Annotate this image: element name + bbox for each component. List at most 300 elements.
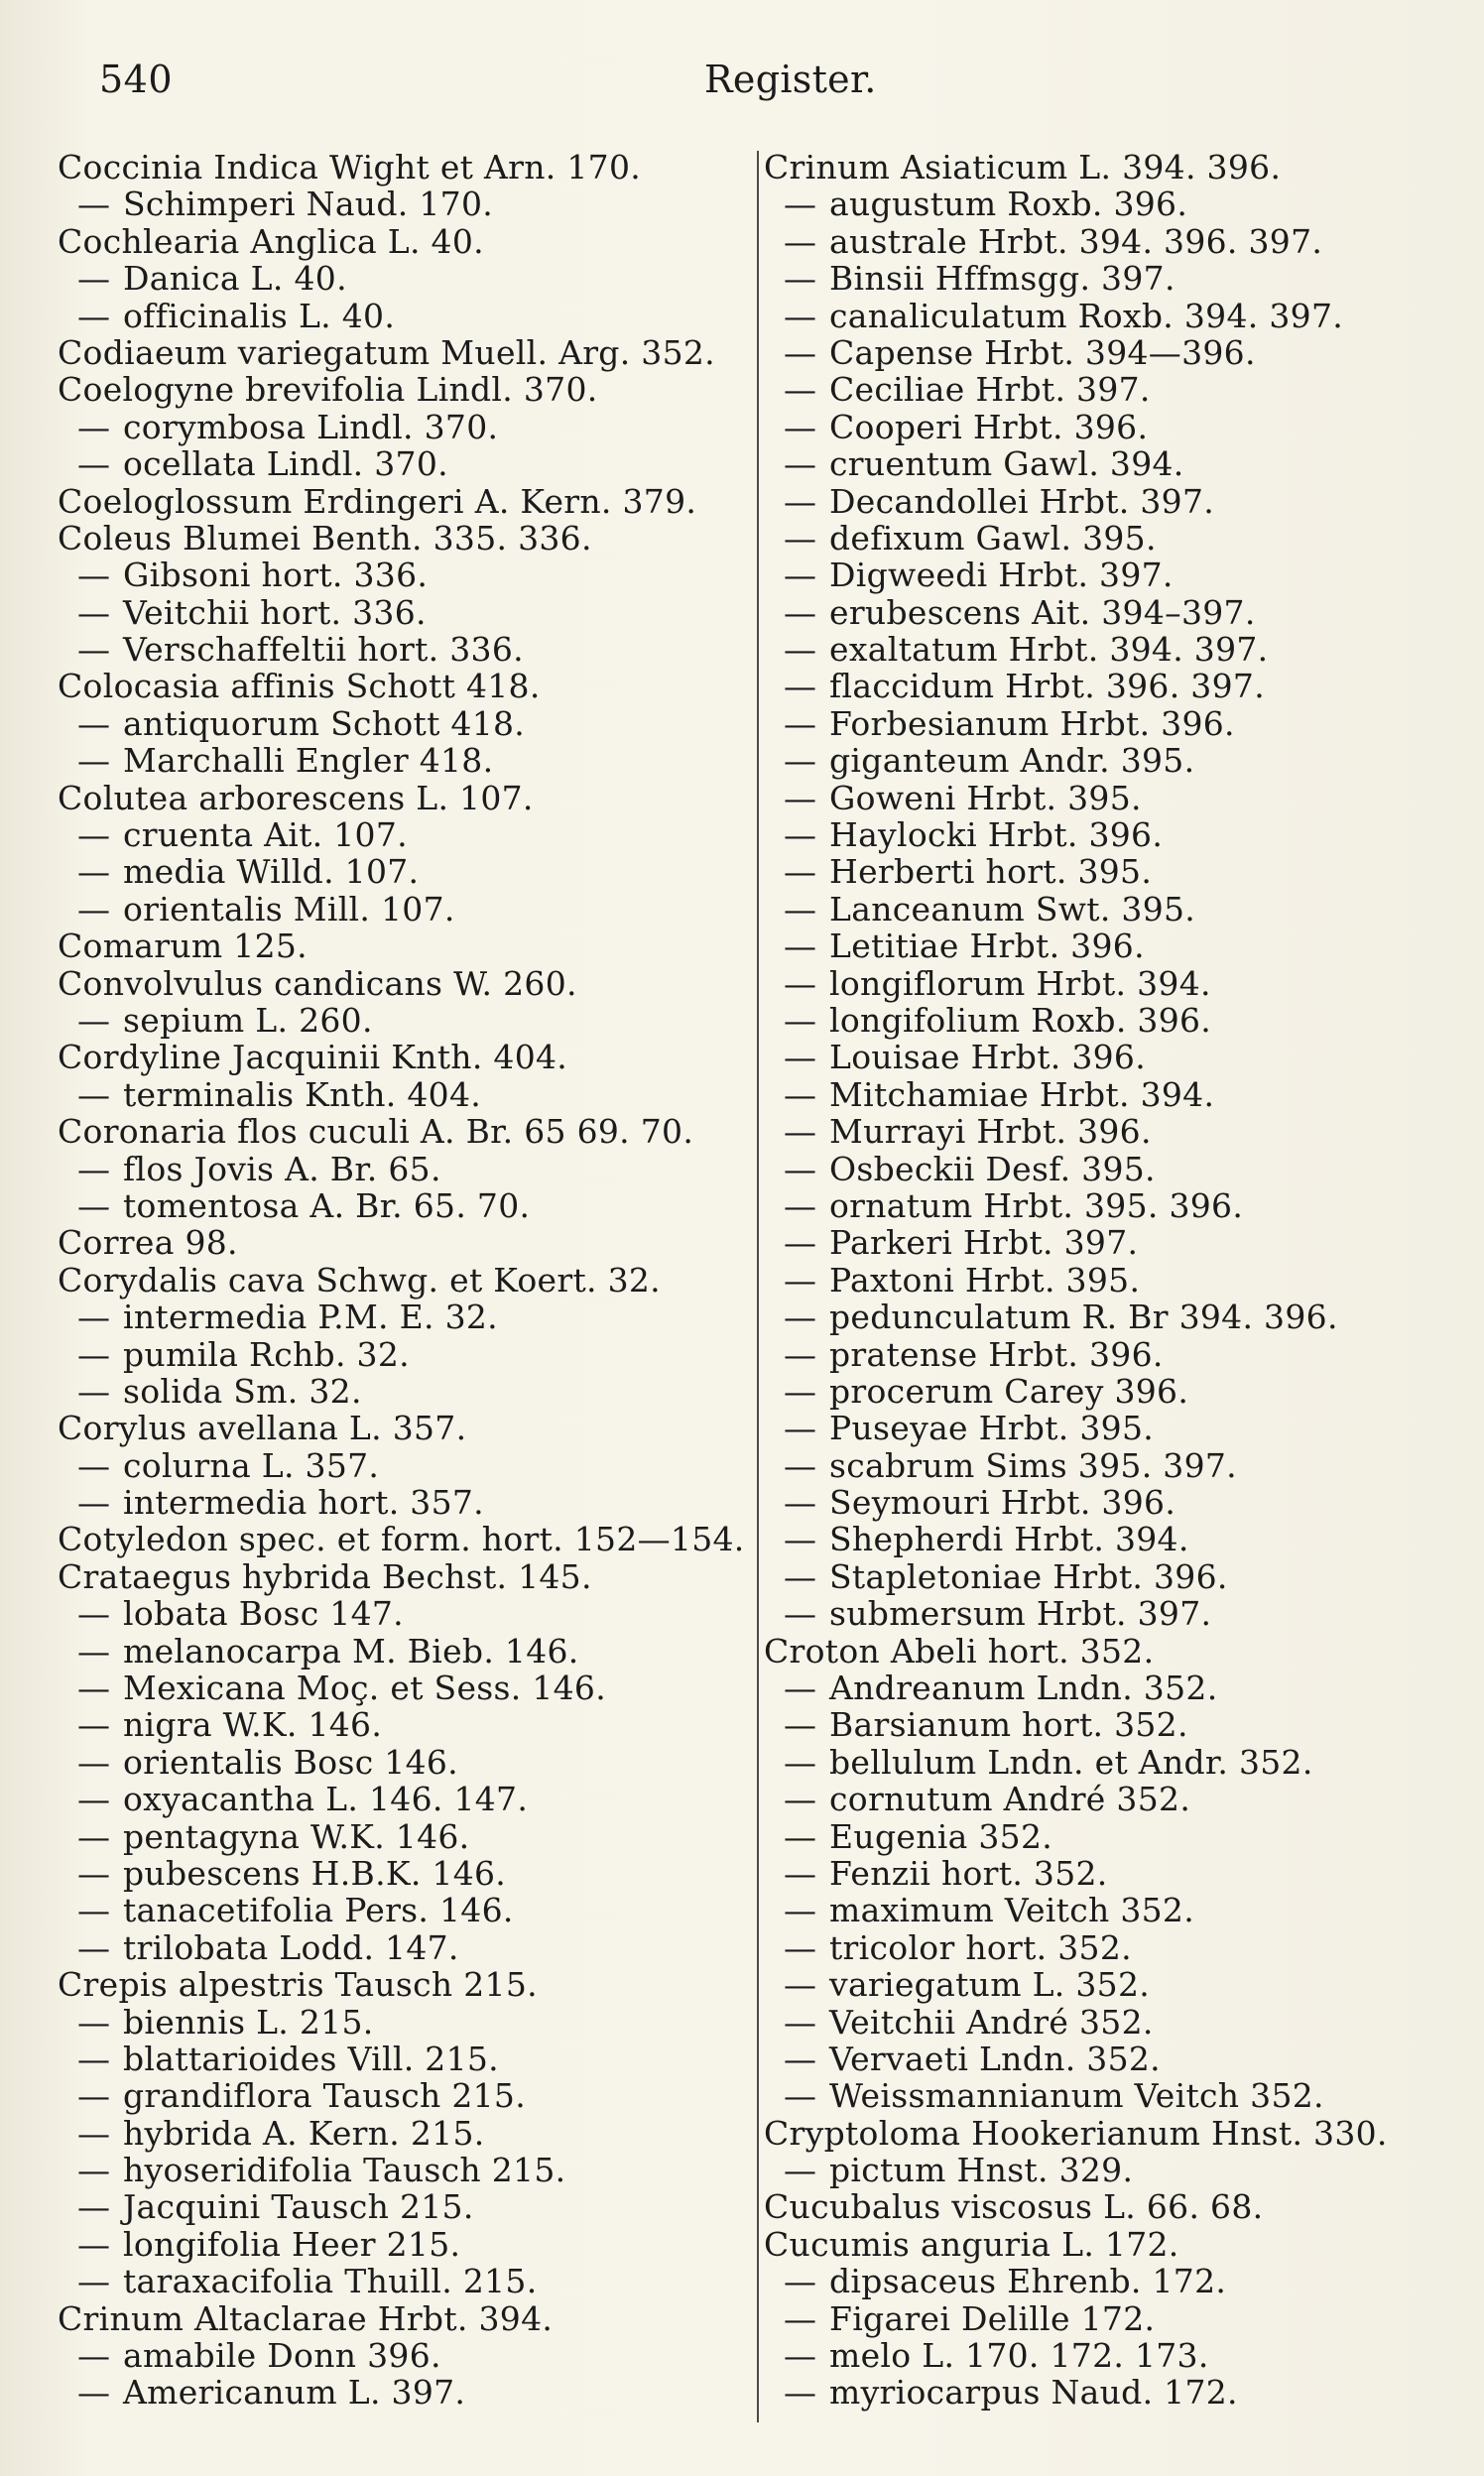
entry-text: pictum Hnst. 329. xyxy=(829,2151,1134,2190)
index-subentry xyxy=(764,2041,1478,2077)
index-entry xyxy=(764,2115,1478,2152)
entry-dash: — xyxy=(77,1149,111,1188)
index-subentry xyxy=(58,631,742,668)
index-subentry xyxy=(764,186,1478,222)
entry-text: Veitchii hort. 336. xyxy=(123,592,427,632)
entry-dash: — xyxy=(784,407,817,446)
entry-text: Eugenia 352. xyxy=(829,1816,1053,1856)
entry-dash: — xyxy=(77,741,111,781)
entry-dash: — xyxy=(77,815,111,855)
entry-text: Paxtoni Hrbt. 395. xyxy=(829,1260,1141,1300)
entry-dash: — xyxy=(784,1409,817,1448)
entry-dash: — xyxy=(784,2039,817,2078)
entry-dash: — xyxy=(784,518,817,557)
index-subentry xyxy=(764,594,1478,631)
entry-text: Codiaeum variegatum Muell. Arg. 352. xyxy=(58,332,715,372)
index-subentry xyxy=(58,1447,742,1484)
entry-text: procerum Carey 396. xyxy=(829,1371,1189,1411)
index-subentry xyxy=(58,705,742,742)
entry-text: oxyacantha L. 146. 147. xyxy=(123,1780,529,1819)
entry-dash: — xyxy=(784,2076,817,2116)
index-subentry xyxy=(764,260,1478,297)
index-subentry xyxy=(58,298,742,334)
entry-text: Coccinia Indica Wight et Arn. 170. xyxy=(58,148,642,186)
index-subentry xyxy=(58,853,742,890)
entry-text: trilobata Lodd. 147. xyxy=(123,1927,459,1967)
entry-dash: — xyxy=(77,2224,111,2264)
index-subentry xyxy=(58,1633,742,1670)
entry-text: corymbosa Lindl. 370. xyxy=(123,407,499,446)
entry-dash: — xyxy=(77,592,111,632)
entry-text: Capense Hrbt. 394—396. xyxy=(829,332,1256,372)
index-subentry xyxy=(58,2004,742,2041)
entry-dash: — xyxy=(784,259,817,299)
index-entry xyxy=(764,2226,1478,2263)
entry-text: Cotyledon spec. et form. hort. 152—154. xyxy=(58,1520,745,1559)
index-subentry xyxy=(58,1929,742,1966)
index-subentry xyxy=(764,1744,1478,1781)
index-entry xyxy=(58,1558,742,1595)
entry-text: Corylus avellana L. 357. xyxy=(58,1409,467,1448)
entry-text: flos Jovis A. Br. 65. xyxy=(123,1149,441,1188)
index-subentry xyxy=(764,371,1478,408)
entry-dash: — xyxy=(784,1780,817,1819)
entry-text: scabrum Sims 395. 397. xyxy=(829,1445,1237,1485)
entry-text: Parkeri Hrbt. 397. xyxy=(829,1223,1139,1263)
index-subentry xyxy=(58,445,742,482)
entry-dash: — xyxy=(77,296,111,335)
entry-dash: — xyxy=(784,1334,817,1374)
entry-dash: — xyxy=(77,2039,111,2078)
index-subentry xyxy=(764,1706,1478,1743)
index-entry xyxy=(58,2300,742,2337)
entry-dash: — xyxy=(784,1520,817,1559)
index-subentry xyxy=(58,891,742,928)
entry-dash: — xyxy=(784,1594,817,1634)
index-subentry xyxy=(764,2300,1478,2337)
entry-text: Verschaffeltii hort. 336. xyxy=(123,630,524,670)
entry-dash: — xyxy=(77,1074,111,1114)
entry-text: Shepherdi Hrbt. 394. xyxy=(829,1520,1189,1559)
entry-dash: — xyxy=(77,185,111,224)
index-subentry xyxy=(764,1595,1478,1632)
index-subentry xyxy=(764,742,1478,779)
index-subentry xyxy=(58,2188,742,2225)
index-entry xyxy=(58,1966,742,2003)
entry-text: Goweni Hrbt. 395. xyxy=(829,778,1142,817)
index-subentry xyxy=(58,2077,742,2114)
page-number: 540 xyxy=(99,58,174,101)
entry-dash: — xyxy=(77,2151,111,2190)
index-entry xyxy=(58,334,742,371)
entry-text: Correa 98. xyxy=(58,1223,238,1263)
entry-text: lobata Bosc 147. xyxy=(123,1594,404,1634)
entry-dash: — xyxy=(77,1780,111,1819)
index-subentry xyxy=(764,1781,1478,1817)
index-subentry xyxy=(764,2263,1478,2299)
entry-text: media Willd. 107. xyxy=(123,852,420,892)
entry-text: sepium L. 260. xyxy=(123,1000,373,1040)
entry-text: Crataegus hybrida Bechst. 145. xyxy=(58,1556,592,1596)
entry-text: Cryptoloma Hookerianum Hnst. 330. xyxy=(764,2113,1388,2153)
entry-dash: — xyxy=(77,703,111,743)
entry-text: Cucumis anguria L. 172. xyxy=(764,2224,1179,2264)
entry-dash: — xyxy=(784,221,817,261)
index-subentry xyxy=(764,1670,1478,1706)
index-subentry xyxy=(58,1373,742,1410)
entry-dash: — xyxy=(784,1074,817,1114)
index-subentry xyxy=(764,1002,1478,1039)
index-subentry xyxy=(764,445,1478,482)
index-entry xyxy=(58,1113,742,1150)
index-subentry xyxy=(58,1892,742,1928)
index-column-left xyxy=(58,148,745,2413)
column-divider xyxy=(757,151,759,2422)
entry-text: Figarei Delille 172. xyxy=(829,2298,1156,2338)
entry-text: pentagyna W.K. 146. xyxy=(123,1816,470,1856)
entry-dash: — xyxy=(77,2336,111,2376)
entry-text: melanocarpa M. Bieb. 146. xyxy=(123,1631,579,1671)
index-subentry xyxy=(764,334,1478,371)
index-subentry xyxy=(764,1410,1478,1446)
entry-dash: — xyxy=(784,1816,817,1856)
entry-text: Coelogyne brevifolia Lindl. 370. xyxy=(58,370,598,410)
entry-dash: — xyxy=(77,2373,111,2413)
entry-text: orientalis Mill. 107. xyxy=(123,889,455,928)
index-entry xyxy=(58,149,742,186)
index-subentry xyxy=(764,631,1478,668)
entry-dash: — xyxy=(784,2336,817,2376)
entry-text: intermedia hort. 357. xyxy=(123,1483,484,1523)
index-subentry xyxy=(764,1484,1478,1521)
entry-dash: — xyxy=(784,667,817,706)
index-subentry xyxy=(58,2374,742,2411)
index-subentry xyxy=(58,2041,742,2077)
index-subentry xyxy=(58,1484,742,1521)
index-subentry xyxy=(58,816,742,853)
entry-dash: — xyxy=(784,2298,817,2338)
entry-text: exaltatum Hrbt. 394. 397. xyxy=(829,630,1269,670)
entry-text: Haylocki Hrbt. 396. xyxy=(829,815,1164,855)
entry-dash: — xyxy=(784,592,817,632)
index-subentry xyxy=(764,2077,1478,2114)
entry-text: cruentum Gawl. 394. xyxy=(829,444,1184,484)
index-subentry xyxy=(764,853,1478,890)
entry-text: Schimperi Naud. 170. xyxy=(123,185,494,224)
entry-text: Croton Abeli hort. 352. xyxy=(764,1631,1155,1671)
entry-dash: — xyxy=(784,1891,817,1930)
entry-dash: — xyxy=(77,2076,111,2116)
entry-text: biennis L. 215. xyxy=(123,2002,374,2042)
entry-dash: — xyxy=(77,1853,111,1893)
entry-dash: — xyxy=(784,815,817,855)
entry-text: Ceciliae Hrbt. 397. xyxy=(829,370,1151,410)
entry-text: Cordyline Jacquinii Knth. 404. xyxy=(58,1038,568,1077)
entry-dash: — xyxy=(77,1185,111,1225)
entry-text: pumila Rchb. 32. xyxy=(123,1334,410,1374)
entry-text: myriocarpus Naud. 172. xyxy=(829,2373,1238,2413)
entry-text: melo L. 170. 172. 173. xyxy=(829,2336,1209,2376)
entry-dash: — xyxy=(77,630,111,670)
entry-text: cornutum André 352. xyxy=(829,1780,1191,1819)
index-subentry xyxy=(764,2152,1478,2188)
index-subentry xyxy=(58,186,742,222)
index-subentry xyxy=(764,1558,1478,1595)
entry-text: terminalis Knth. 404. xyxy=(123,1074,482,1114)
entry-text: Mexicana Moç. et Sess. 146. xyxy=(123,1669,607,1708)
entry-text: maximum Veitch 352. xyxy=(829,1891,1195,1930)
entry-dash: — xyxy=(784,185,817,224)
index-subentry xyxy=(58,2226,742,2263)
index-entry xyxy=(58,371,742,408)
index-entry xyxy=(58,1224,742,1261)
index-entry xyxy=(58,1039,742,1075)
entry-text: Weissmannianum Veitch 352. xyxy=(829,2076,1324,2116)
index-subentry xyxy=(58,1855,742,1892)
entry-text: colurna L. 357. xyxy=(123,1445,380,1485)
entry-dash: — xyxy=(77,1371,111,1411)
entry-text: grandiflora Tausch 215. xyxy=(123,2076,526,2116)
entry-text: Coronaria flos cuculi A. Br. 65 69. 70. xyxy=(58,1112,694,1152)
entry-text: defixum Gawl. 395. xyxy=(829,518,1157,557)
entry-dash: — xyxy=(784,332,817,372)
index-entry xyxy=(58,1262,742,1299)
index-subentry xyxy=(58,2152,742,2188)
index-subentry xyxy=(58,557,742,593)
index-subentry xyxy=(764,668,1478,704)
index-subentry xyxy=(764,298,1478,334)
index-subentry xyxy=(764,1373,1478,1410)
entry-text: longifolia Heer 215. xyxy=(123,2224,461,2264)
index-subentry xyxy=(58,1151,742,1187)
entry-dash: — xyxy=(77,1594,111,1634)
index-subentry xyxy=(764,1892,1478,1928)
entry-text: Crinum Asiaticum L. 394. 396. xyxy=(764,148,1282,186)
index-subentry xyxy=(58,742,742,779)
entry-text: Louisae Hrbt. 396. xyxy=(829,1038,1147,1077)
index-subentry xyxy=(764,1818,1478,1855)
entry-text: tomentosa A. Br. 65. 70. xyxy=(123,1185,531,1225)
entry-text: longifolium Roxb. 396. xyxy=(829,1000,1212,1040)
index-subentry xyxy=(58,1744,742,1781)
entry-dash: — xyxy=(784,556,817,595)
entry-text: Marchalli Engler 418. xyxy=(123,741,494,781)
entry-text: Andreanum Lndn. 352. xyxy=(829,1669,1218,1708)
entry-text: Letitiae Hrbt. 396. xyxy=(829,927,1145,966)
index-subentry xyxy=(58,1818,742,1855)
entry-dash: — xyxy=(784,927,817,966)
entry-text: Cucubalus viscosus L. 66. 68. xyxy=(764,2187,1264,2227)
entry-dash: — xyxy=(784,1185,817,1225)
index-subentry xyxy=(764,2337,1478,2374)
index-subentry xyxy=(764,965,1478,1002)
index-entry xyxy=(58,780,742,816)
entry-text: Colutea arborescens L. 107. xyxy=(58,778,534,817)
entry-dash: — xyxy=(784,1965,817,2005)
entry-text: submersum Hrbt. 397. xyxy=(829,1594,1212,1634)
entry-dash: — xyxy=(784,1038,817,1077)
entry-dash: — xyxy=(784,1556,817,1596)
index-entry xyxy=(58,223,742,260)
entry-text: longiflorum Hrbt. 394. xyxy=(829,963,1211,1003)
index-subentry xyxy=(764,1151,1478,1187)
entry-dash: — xyxy=(784,1853,817,1893)
entry-text: Crepis alpestris Tausch 215. xyxy=(58,1965,538,2005)
index-column-right xyxy=(764,149,1478,2412)
index-subentry xyxy=(764,1521,1478,1557)
entry-text: Digweedi Hrbt. 397. xyxy=(829,556,1174,595)
index-entry xyxy=(58,668,742,704)
entry-dash: — xyxy=(77,1705,111,1745)
index-subentry xyxy=(764,1299,1478,1335)
entry-text: canaliculatum Roxb. 394. 397. xyxy=(829,296,1344,335)
entry-dash: — xyxy=(784,2151,817,2190)
entry-text: erubescens Ait. 394–397. xyxy=(829,592,1256,632)
entry-dash: — xyxy=(77,2113,111,2153)
entry-dash: — xyxy=(784,1149,817,1188)
entry-text: australe Hrbt. 394. 396. 397. xyxy=(829,221,1323,261)
entry-text: hyoseridifolia Tausch 215. xyxy=(123,2151,566,2190)
index-entry xyxy=(58,1410,742,1446)
index-subentry xyxy=(58,1299,742,1335)
entry-dash: — xyxy=(784,1000,817,1040)
entry-text: Binsii Hffmsgg. 397. xyxy=(829,259,1175,299)
index-subentry xyxy=(764,1076,1478,1113)
index-subentry xyxy=(764,2004,1478,2041)
entry-text: Seymouri Hrbt. 396. xyxy=(829,1483,1176,1523)
index-subentry xyxy=(764,891,1478,928)
entry-dash: — xyxy=(784,1260,817,1300)
entry-dash: — xyxy=(784,703,817,743)
entry-text: ocellata Lindl. 370. xyxy=(123,444,448,484)
entry-text: Gibsoni hort. 336. xyxy=(123,556,429,595)
index-subentry xyxy=(764,483,1478,520)
entry-dash: — xyxy=(77,1631,111,1671)
entry-text: amabile Donn 396. xyxy=(123,2336,441,2376)
entry-text: orientalis Bosc 146. xyxy=(123,1742,458,1782)
entry-text: dipsaceus Ehrenb. 172. xyxy=(829,2262,1227,2301)
entry-text: Colocasia affinis Schott 418. xyxy=(58,667,541,706)
entry-dash: — xyxy=(77,444,111,484)
index-subentry xyxy=(58,1670,742,1706)
entry-dash: — xyxy=(784,2373,817,2413)
entry-text: ornatum Hrbt. 395. 396. xyxy=(829,1185,1244,1225)
entry-dash: — xyxy=(784,889,817,928)
entry-dash: — xyxy=(77,889,111,928)
entry-dash: — xyxy=(77,259,111,299)
index-subentry xyxy=(764,2374,1478,2411)
entry-text: bellulum Lndn. et Andr. 352. xyxy=(829,1742,1313,1782)
entry-dash: — xyxy=(77,852,111,892)
entry-text: Coleus Blumei Benth. 335. 336. xyxy=(58,518,592,557)
index-entry xyxy=(58,520,742,557)
entry-text: Corydalis cava Schwg. et Koert. 32. xyxy=(58,1260,661,1300)
entry-text: Vervaeti Lndn. 352. xyxy=(829,2039,1161,2078)
index-entry xyxy=(764,1633,1478,1670)
running-head: Register. xyxy=(704,58,877,101)
entry-text: cruenta Ait. 107. xyxy=(123,815,408,855)
index-subentry xyxy=(764,1336,1478,1373)
entry-text: Stapletoniae Hrbt. 396. xyxy=(829,1556,1228,1596)
entry-text: taraxacifolia Thuill. 215. xyxy=(123,2262,538,2301)
entry-dash: — xyxy=(77,1669,111,1708)
entry-dash: — xyxy=(77,1000,111,1040)
entry-dash: — xyxy=(784,444,817,484)
entry-text: Crinum Altaclarae Hrbt. 394. xyxy=(58,2298,554,2338)
index-entry xyxy=(58,483,742,520)
entry-dash: — xyxy=(784,370,817,410)
entry-text: Coeloglossum Erdingeri A. Kern. 379. xyxy=(58,481,697,521)
entry-dash: — xyxy=(77,1927,111,1967)
entry-text: Herberti hort. 395. xyxy=(829,852,1153,892)
entry-text: Danica L. 40. xyxy=(123,259,347,299)
index-subentry xyxy=(58,2115,742,2152)
entry-dash: — xyxy=(77,1483,111,1523)
index-subentry xyxy=(58,2337,742,2374)
entry-dash: — xyxy=(784,296,817,335)
entry-dash: — xyxy=(784,1669,817,1708)
index-entry xyxy=(764,2188,1478,2225)
index-subentry xyxy=(764,1187,1478,1224)
entry-text: Americanum L. 397. xyxy=(123,2373,466,2413)
entry-dash: — xyxy=(784,1223,817,1263)
index-subentry xyxy=(764,1447,1478,1484)
entry-dash: — xyxy=(784,1445,817,1485)
index-subentry xyxy=(58,1076,742,1113)
entry-text: Cochlearia Anglica L. 40. xyxy=(58,221,484,261)
entry-dash: — xyxy=(77,407,111,446)
entry-text: Jacquini Tausch 215. xyxy=(123,2187,474,2227)
index-subentry xyxy=(764,816,1478,853)
entry-dash: — xyxy=(784,1298,817,1337)
entry-text: augustum Roxb. 396. xyxy=(829,185,1188,224)
entry-dash: — xyxy=(784,1705,817,1745)
entry-text: pubescens H.B.K. 146. xyxy=(123,1853,507,1893)
index-subentry xyxy=(764,1966,1478,2003)
entry-text: intermedia P.M. E. 32. xyxy=(123,1298,498,1337)
index-subentry xyxy=(58,1781,742,1817)
index-subentry xyxy=(764,409,1478,445)
entry-dash: — xyxy=(784,741,817,781)
entry-dash: — xyxy=(784,1483,817,1523)
entry-dash: — xyxy=(784,630,817,670)
entry-text: Decandollei Hrbt. 397. xyxy=(829,481,1215,521)
index-subentry xyxy=(58,409,742,445)
entry-text: Fenzii hort. 352. xyxy=(829,1853,1108,1893)
entry-text: flaccidum Hrbt. 396. 397. xyxy=(829,667,1265,706)
entry-dash: — xyxy=(784,778,817,817)
entry-text: officinalis L. 40. xyxy=(123,296,396,335)
entry-dash: — xyxy=(784,1742,817,1782)
index-subentry xyxy=(58,1336,742,1373)
index-subentry xyxy=(58,1002,742,1039)
entry-dash: — xyxy=(77,556,111,595)
entry-dash: — xyxy=(784,1371,817,1411)
entry-text: Osbeckii Desf. 395. xyxy=(829,1149,1156,1188)
entry-dash: — xyxy=(784,1927,817,1967)
entry-text: Murrayi Hrbt. 396. xyxy=(829,1112,1152,1152)
entry-text: pedunculatum R. Br 394. 396. xyxy=(829,1298,1338,1337)
entry-text: nigra W.K. 146. xyxy=(123,1705,383,1745)
entry-text: Puseyae Hrbt. 395. xyxy=(829,1409,1155,1448)
entry-text: Convolvulus candicans W. 260. xyxy=(58,963,577,1003)
index-subentry xyxy=(764,705,1478,742)
entry-dash: — xyxy=(77,2262,111,2301)
index-subentry xyxy=(58,594,742,631)
entry-text: Forbesianum Hrbt. 396. xyxy=(829,703,1235,743)
entry-dash: — xyxy=(77,1816,111,1856)
entry-dash: — xyxy=(77,2187,111,2227)
